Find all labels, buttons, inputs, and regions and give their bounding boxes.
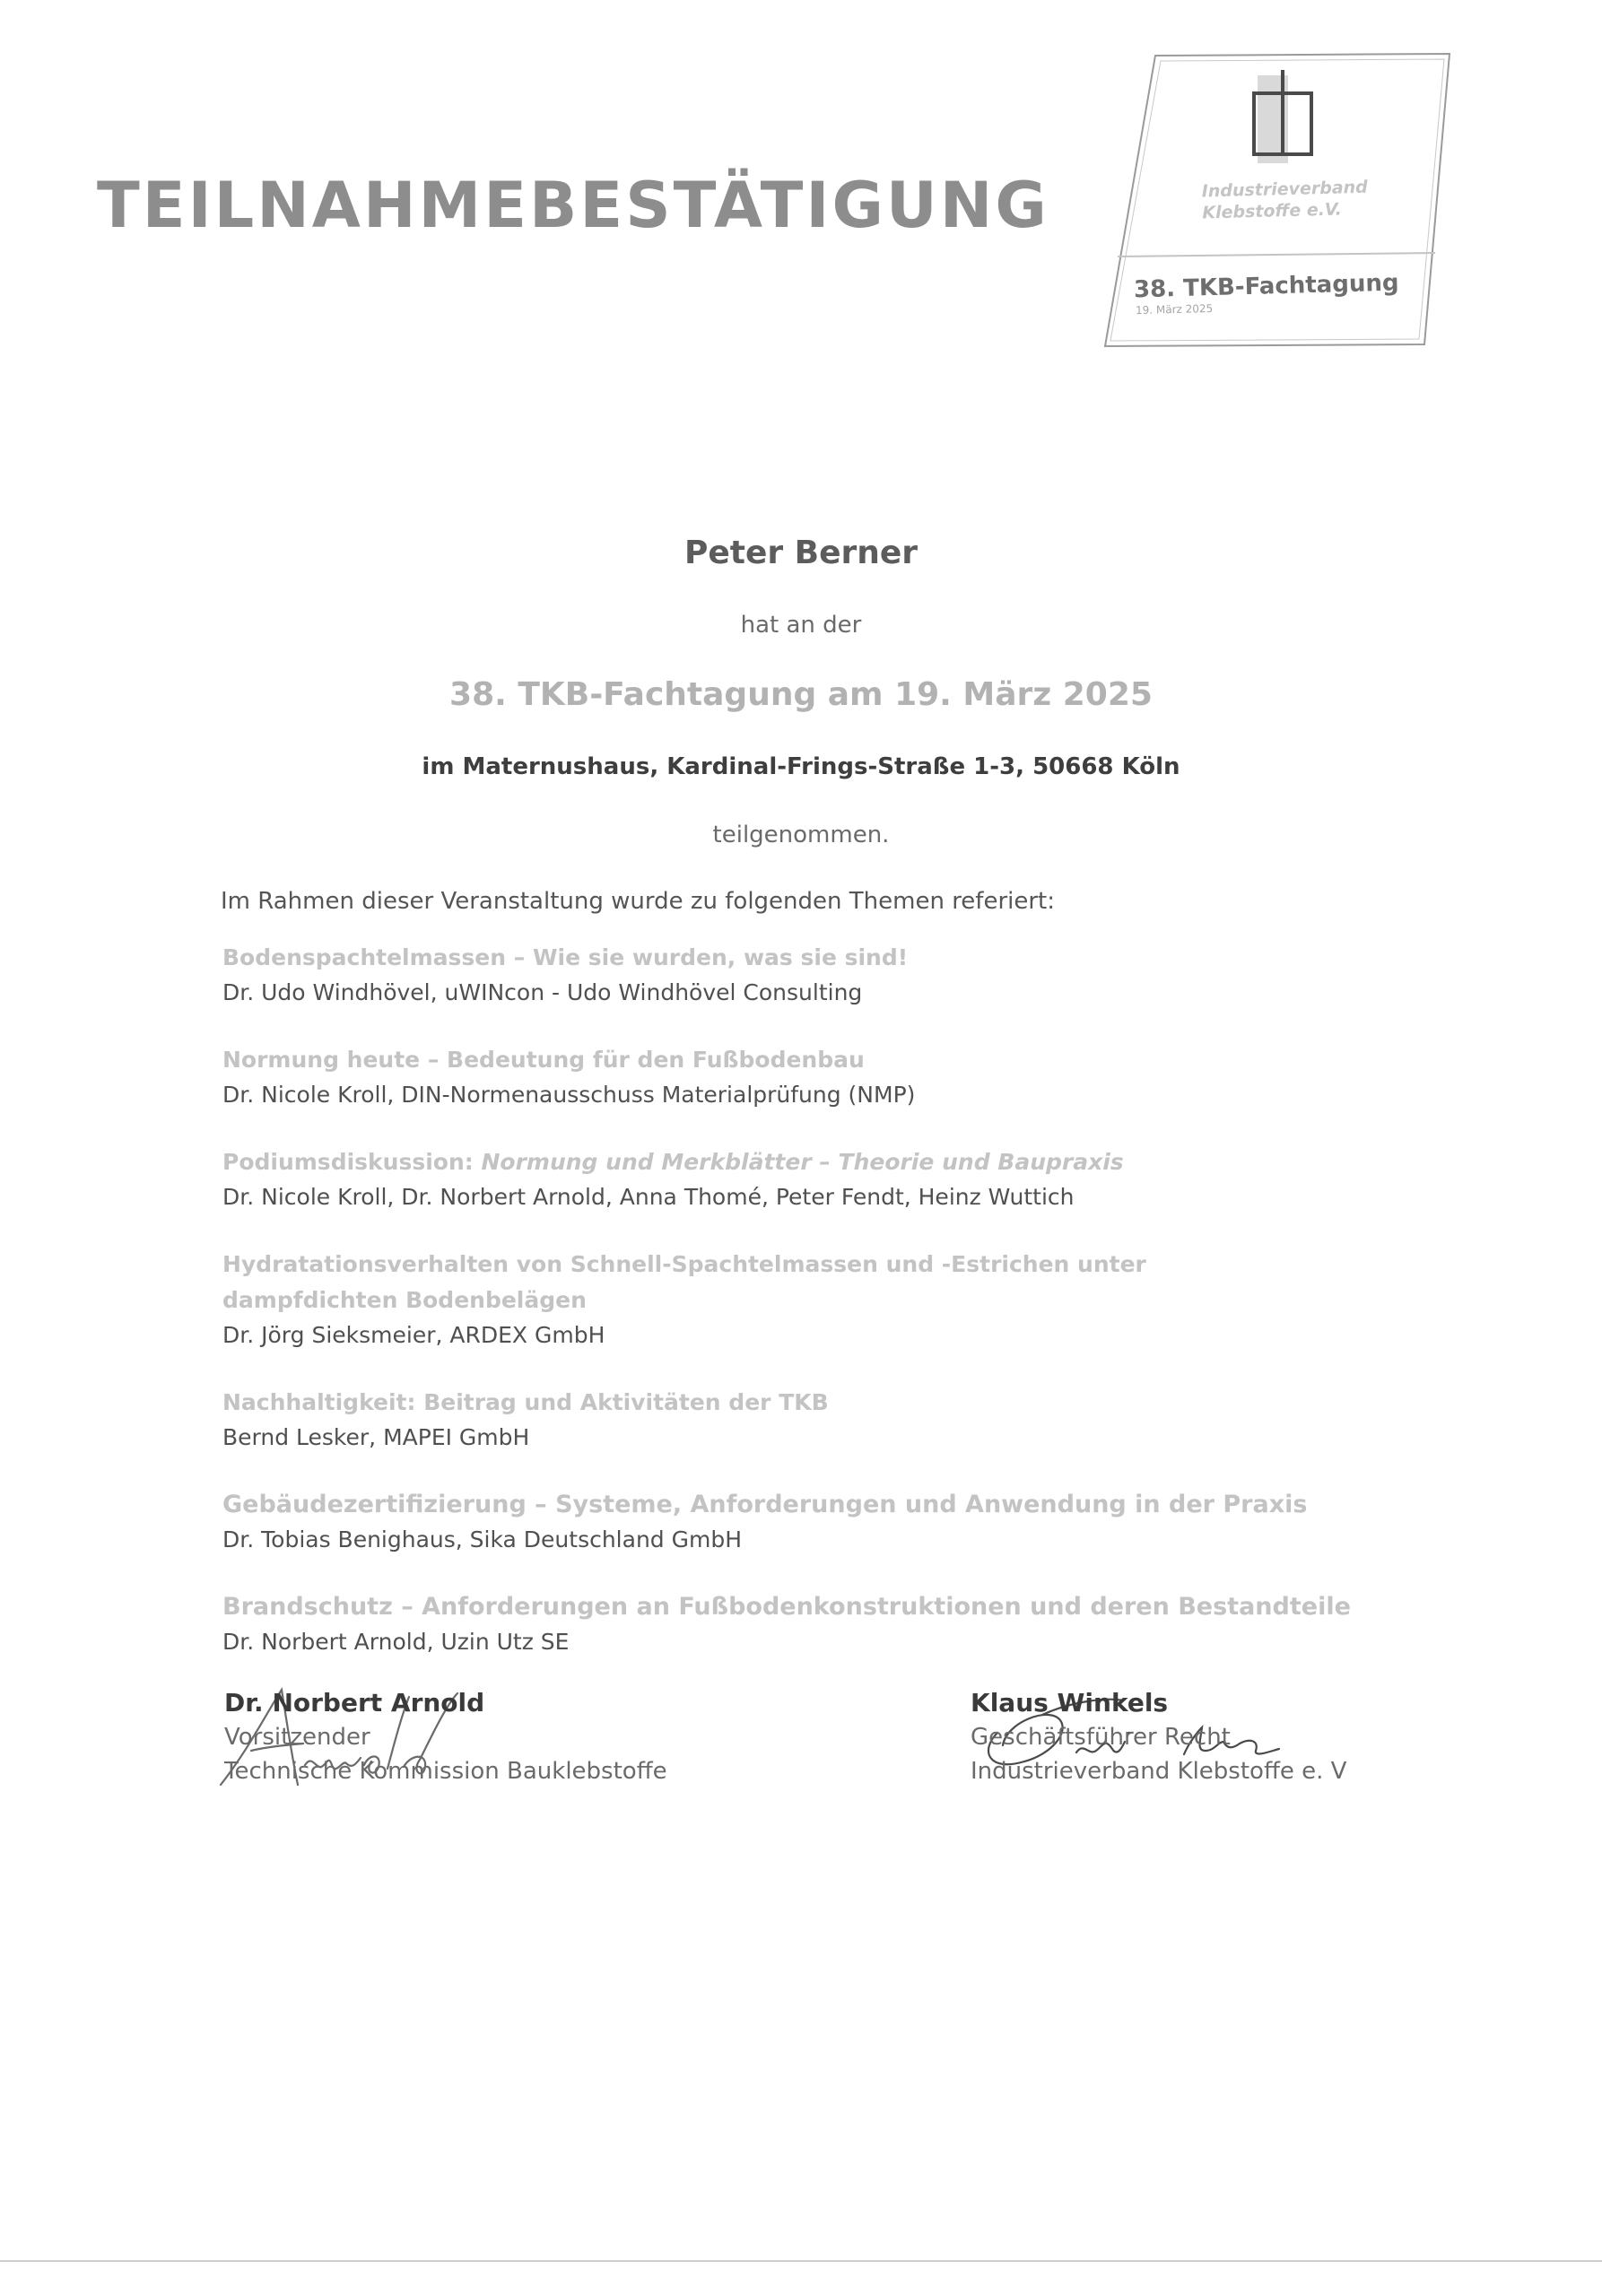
talk-title: Nachhaltigkeit: Beitrag und Aktivitäten der TKB xyxy=(222,1389,829,1415)
suffix-text: teilgenommen. xyxy=(712,822,890,848)
topics-intro: Im Rahmen dieser Veranstaltung wurde zu folgenden Themen referiert: xyxy=(221,888,1056,915)
talk-list xyxy=(222,940,1424,1692)
recipient-name: Peter Berner xyxy=(683,535,919,571)
logo-org-name: Industrieverband Klebstoffe e.V. xyxy=(1201,177,1369,223)
talk-speaker: Dr. Tobias Benighaus, Sika Deutschland GmbH xyxy=(222,1526,743,1552)
talk-item xyxy=(222,1589,1424,1659)
talk-title: Brandschutz – Anforderungen an Fußbodenkonstruktionen und deren Bestandteile xyxy=(222,1593,1351,1621)
talk-title xyxy=(222,1144,1424,1180)
talk-speaker: Bernd Lesker, MAPEI GmbH xyxy=(222,1424,530,1450)
talk-item xyxy=(222,1385,1424,1455)
talk-title: Bodenspachtelmassen – Wie sie wurden, was sie sind! xyxy=(222,944,909,970)
signatory-winkels xyxy=(971,1686,1346,1788)
page-title: TEILNAHMEBESTÄTIGUNG xyxy=(97,169,1049,242)
talk-item xyxy=(222,1042,1424,1112)
signatory-name: Dr. Norbert Arnold xyxy=(224,1688,485,1718)
signatory-organization: Technische Kommission Bauklebstoffe xyxy=(224,1758,667,1785)
talk-item xyxy=(222,1487,1424,1557)
talk-speaker: Dr. Udo Windhövel, uWINcon - Udo Windhövel Consulting xyxy=(222,979,863,1005)
signatory-arnold xyxy=(224,1686,667,1788)
talk-title: Hydratationsverhalten von Schnell-Spachtelmassen und -Estrichen unter dampfdichten Bodenbelägen xyxy=(222,1251,1146,1313)
venue-text: im Maternushaus, Kardinal-Frings-Straße 1-3, 50668 Köln xyxy=(422,753,1180,780)
talk-speaker: Dr. Norbert Arnold, Uzin Utz SE xyxy=(222,1629,570,1655)
talk-title-prefix: Podiumsdiskussion: xyxy=(222,1149,482,1175)
talk-item xyxy=(222,1247,1424,1352)
bottom-rule xyxy=(0,2260,1602,2262)
talk-title: Gebäudezertifizierung – Systeme, Anforderungen und Anwendung in der Praxis xyxy=(222,1491,1308,1518)
logo-event-date: 19. März 2025 xyxy=(1135,301,1214,317)
logo-event-name: 38. TKB-Fachtagung xyxy=(1133,269,1399,304)
event-logo xyxy=(1101,52,1451,348)
talk-title-italic: Normung und Merkblätter – Theorie und Baupraxis xyxy=(481,1149,1124,1175)
talk-title: Normung heute – Bedeutung für den Fußbodenbau xyxy=(222,1047,865,1073)
signatory-role: Geschäftsführer Recht xyxy=(971,1724,1231,1751)
prefix-text: hat an der xyxy=(740,612,862,639)
signatory-role: Vorsitzender xyxy=(224,1724,370,1751)
talk-speaker: Dr. Nicole Kroll, DIN-Normenausschuss Materialprüfung (NMP) xyxy=(222,1082,916,1108)
talk-item xyxy=(222,940,1424,1010)
talk-item xyxy=(222,1144,1424,1214)
event-title: 38. TKB-Fachtagung am 19. März 2025 xyxy=(449,676,1153,713)
talk-speaker: Dr. Jörg Sieksmeier, ARDEX GmbH xyxy=(222,1322,605,1348)
talk-speaker: Dr. Nicole Kroll, Dr. Norbert Arnold, Anna Thomé, Peter Fendt, Heinz Wuttich xyxy=(222,1184,1075,1210)
signatory-organization: Industrieverband Klebstoffe e. V xyxy=(971,1758,1347,1785)
signatory-name: Klaus Winkels xyxy=(971,1688,1169,1718)
